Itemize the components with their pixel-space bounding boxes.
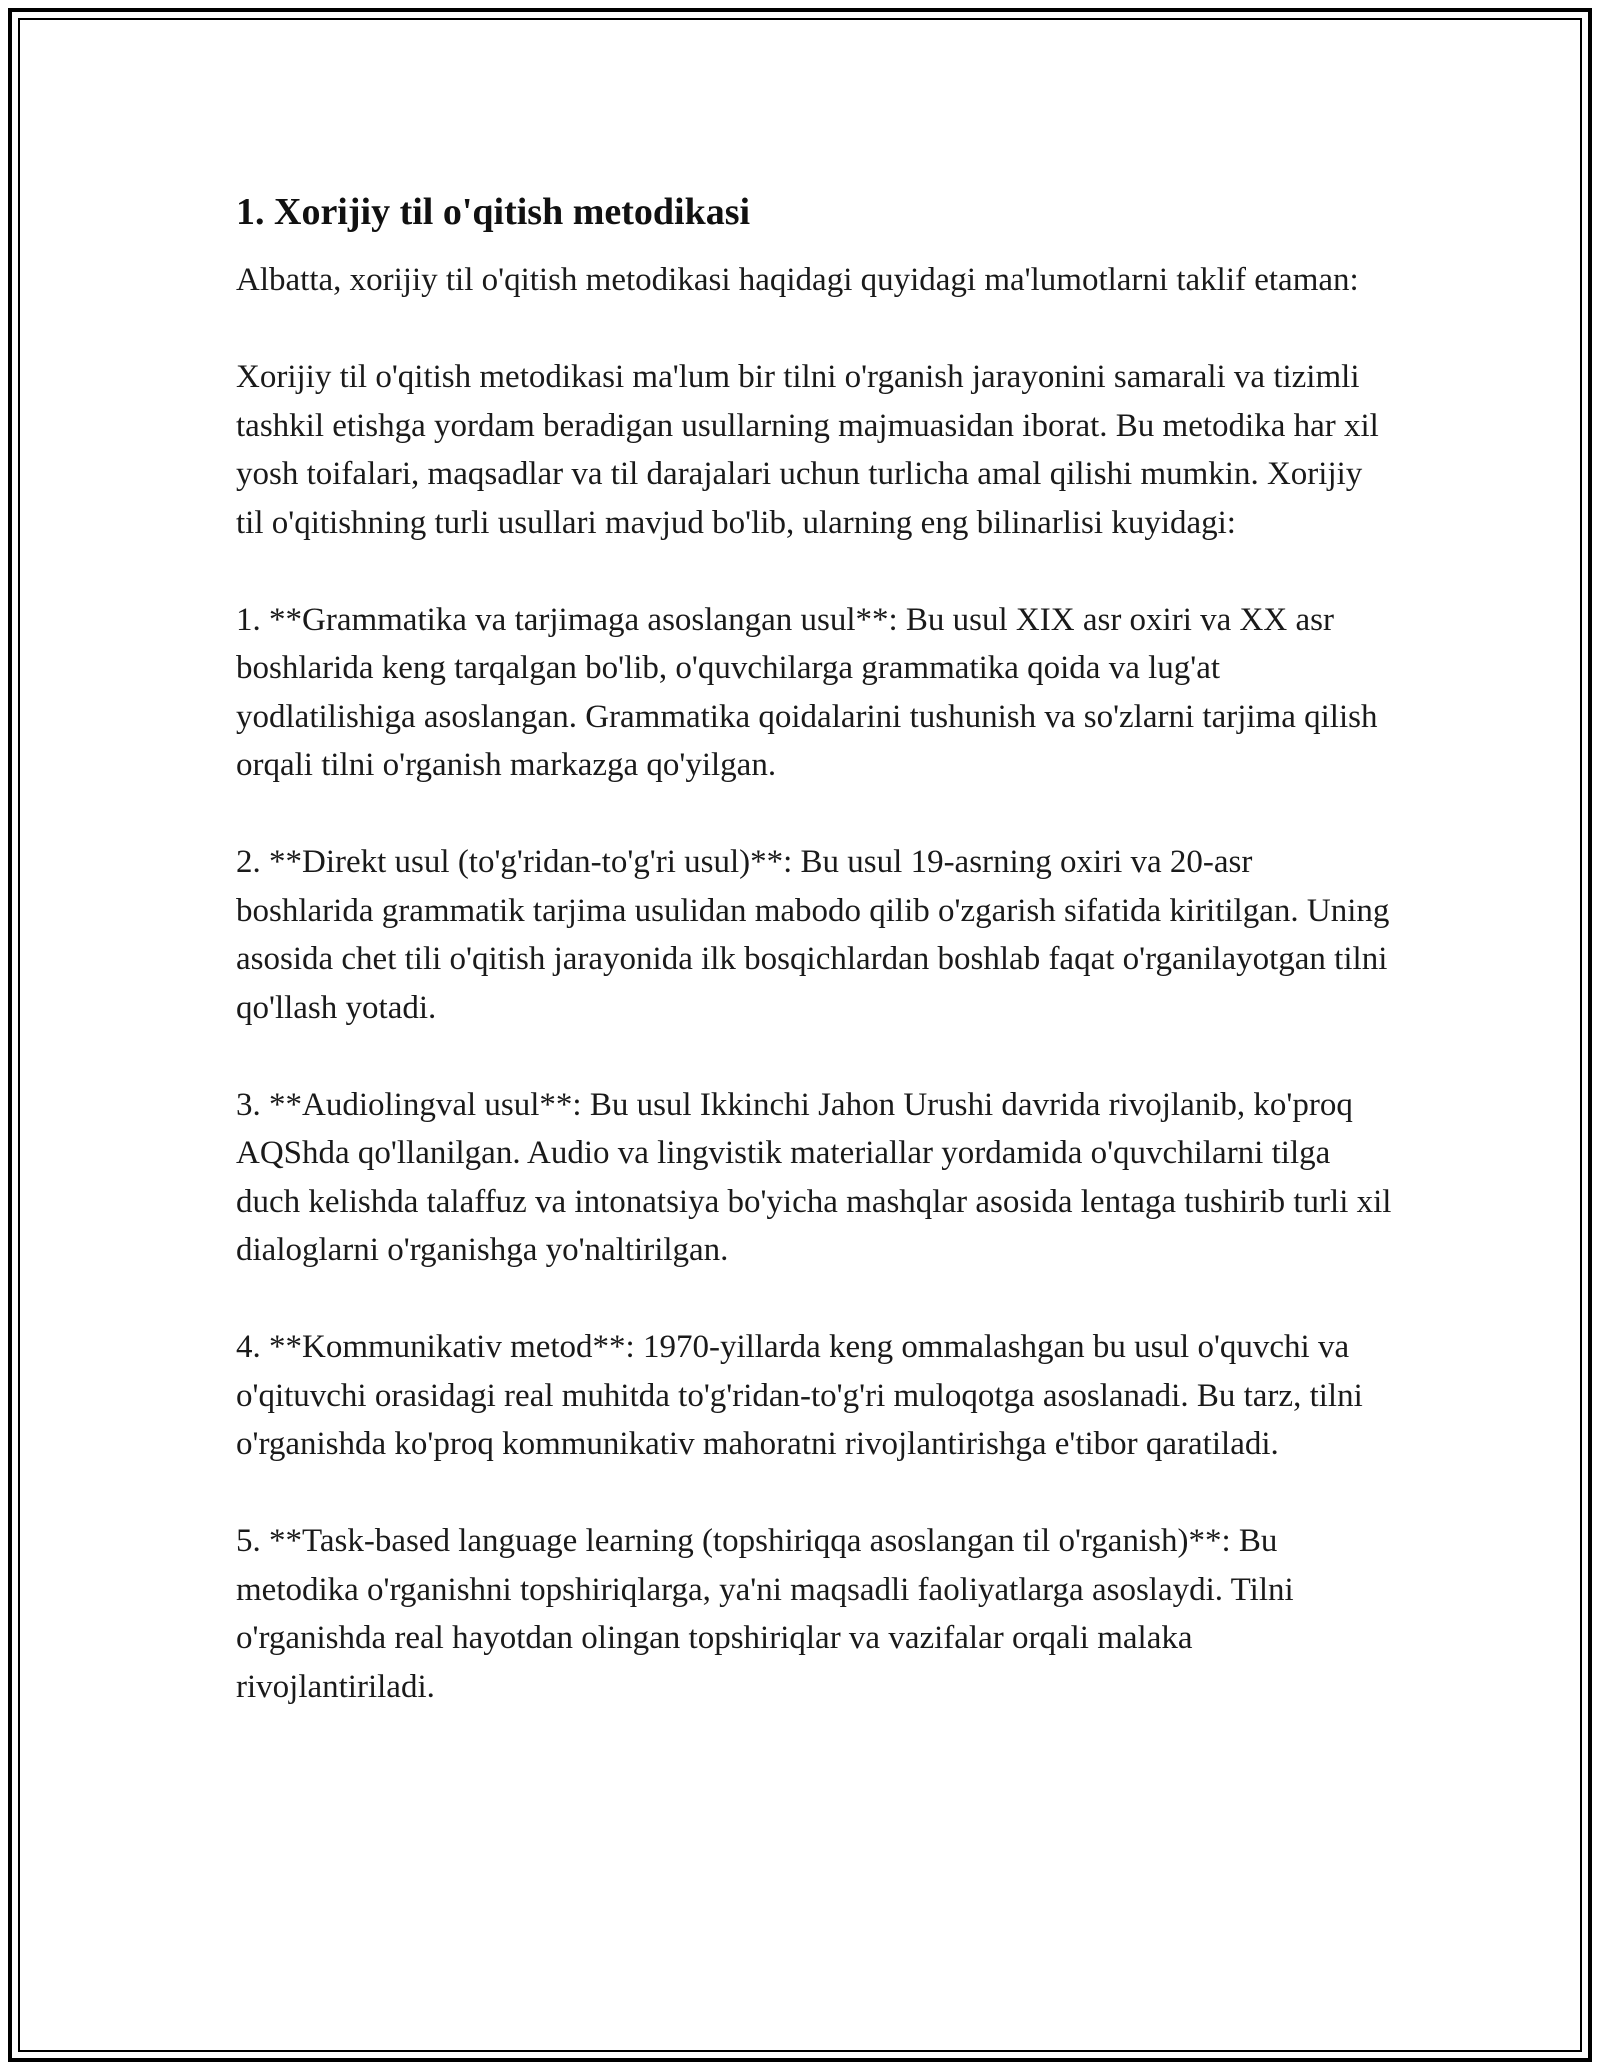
document-title: 1. Xorijiy til o'qitish metodikasi: [236, 191, 751, 233]
method-item-5: 5. **Task-based language learning (topshiriqqa asoslangan til o'rganish)**: Bu metodika o'rganishni topshiriqlarga, ya'ni maqsadli faoliyatlarga asoslaydi. Tilni o'rganishda real hayotdan olingan topshiriqlar va vazifalar orqali malaka rivojlantiriladi.: [236, 1523, 1294, 1705]
method-item-3: 3. **Audiolingval usul**: Bu usul Ikkinchi Jahon Urushi davrida rivojlanib, ko'proq AQShda qo'llanilgan. Audio va lingvistik materiallar yordamida o'quvchilarni tilga duch kelishda talaffuz va intonatsiya bo'yicha mashqlar asosida lentaga tushirib turli xil dialoglarni o'rganishga yo'naltirilgan.: [236, 1086, 1392, 1268]
method-item-4: 4. **Kommunikativ metod**: 1970-yillarda keng ommalashgan bu usul o'quvchi va o'qituvchi orasidagi real muhitda to'g'ridan-to'g'ri muloqotga asoslanadi. Bu tarz, tilni o'rganishda ko'proq kommunikativ mahoratni rivojlantirishga e'tibor qaratiladi.: [236, 1329, 1363, 1462]
document-page: [236, 188, 1396, 1711]
intro-paragraph: Albatta, xorijiy til o'qitish metodikasi haqidagi quyidagi ma'lumotlarni taklif etaman:: [236, 262, 1359, 298]
method-item-1: 1. **Grammatika va tarjimaga asoslangan usul**: Bu usul XIX asr oxiri va XX asr boshlarida keng tarqalgan bo'lib, o'quvchilarga grammatika qoida va lug'at yodlatilishiga asoslangan. Grammatika qoidalarini tushunish va so'zlarni tarjima qilish orqali tilni o'rganish markazga qo'yilgan.: [236, 601, 1378, 783]
overview-paragraph: Xorijiy til o'qitish metodikasi ma'lum bir tilni o'rganish jarayonini samarali va tizimli tashkil etishga yordam beradigan usullarning majmuasidan iborat. Bu metodika har xil yosh toifalari, maqsadlar va til darajalari uchun turlicha amal qilishi mumkin. Xorijiy til o'qitishning turli usullari mavjud bo'lib, ularning eng bilinarlisi kuyidagi:: [236, 359, 1379, 541]
method-item-2: 2. **Direkt usul (to'g'ridan-to'g'ri usul)**: Bu usul 19-asrning oxiri va 20-asr boshlarida grammatik tarjima usulidan mabodo qilib o'zgarish sifatida kiritilgan. Uning asosida chet tili o'qitish jarayonida ilk bosqichlardan boshlab faqat o'rganilayotgan tilni qo'llash yotadi.: [236, 844, 1390, 1026]
